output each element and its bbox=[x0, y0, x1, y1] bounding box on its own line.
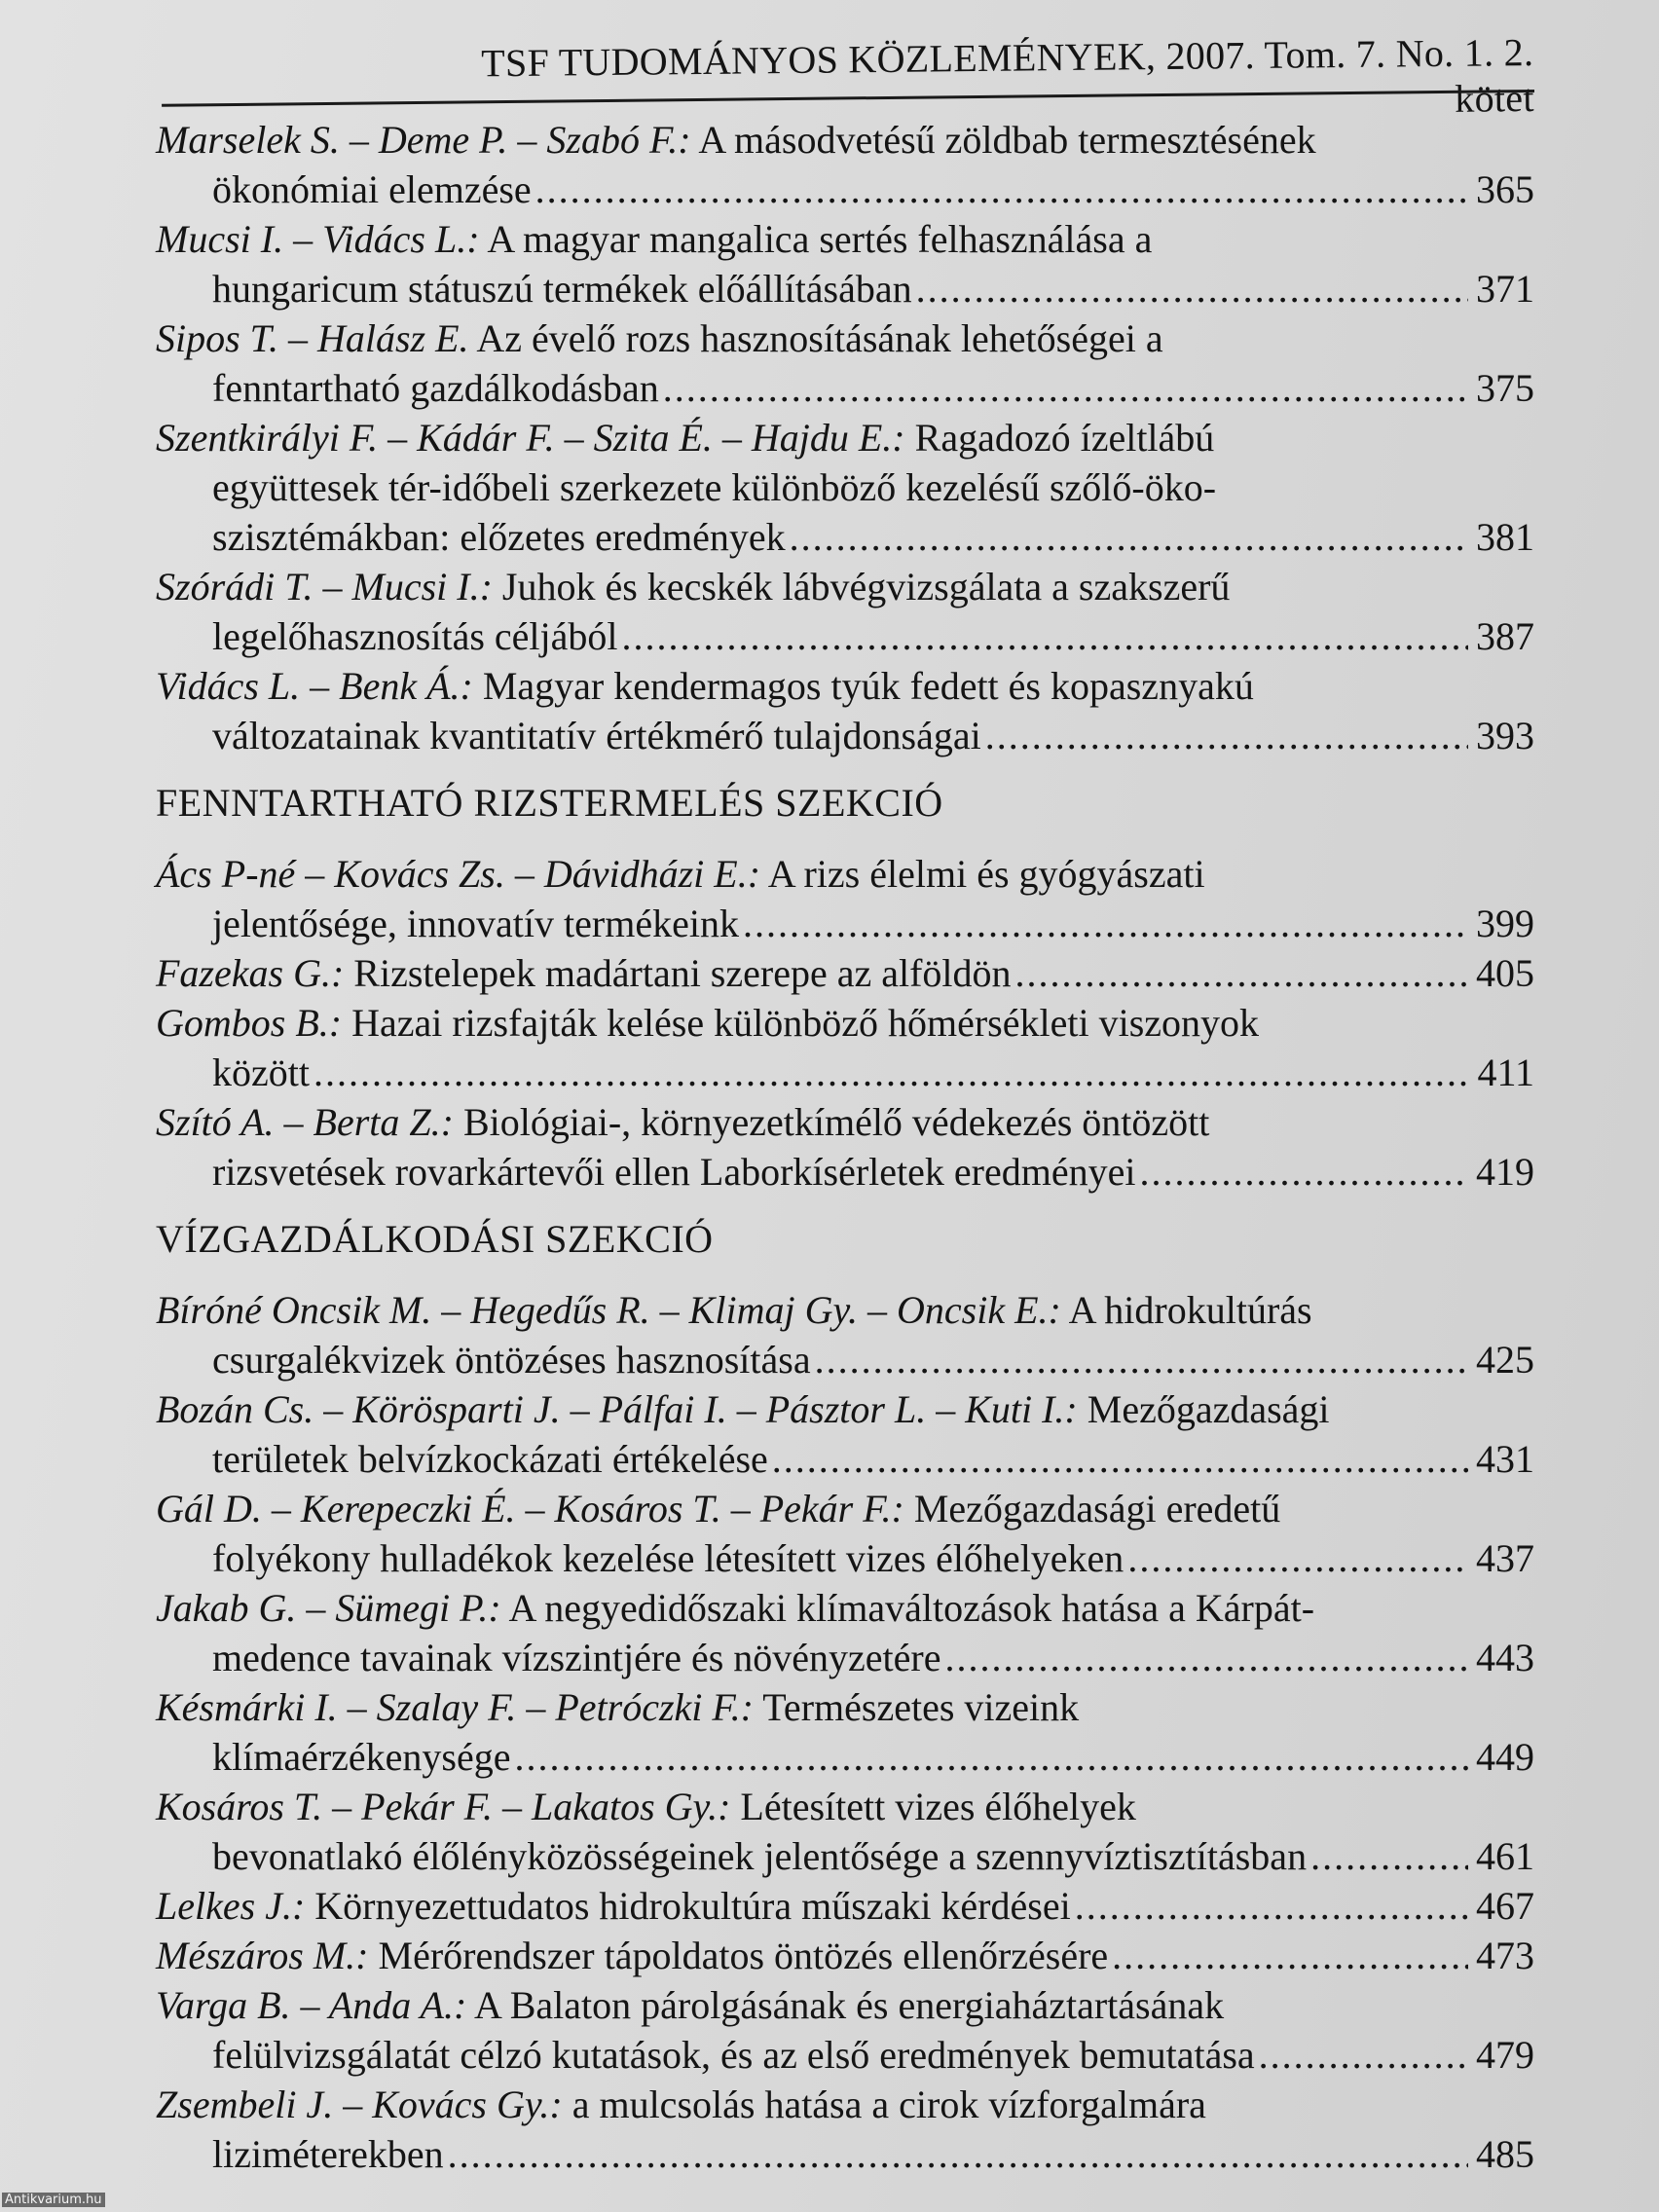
entry-title: A negyedidőszaki klímaváltozások hatása a Kárpát- bbox=[500, 1586, 1315, 1630]
table-of-contents bbox=[156, 115, 1534, 2179]
entry-title: A hidrokultúrás bbox=[1060, 1288, 1312, 1332]
toc-entry-line bbox=[156, 313, 1534, 363]
dot-leader bbox=[916, 264, 1468, 313]
toc-entry-line bbox=[156, 1048, 1534, 1097]
entry-authors: Szórádi T. – Mucsi I.: bbox=[156, 565, 493, 608]
entry-authors: Szító A. – Berta Z.: bbox=[156, 1100, 454, 1144]
toc-entry-line bbox=[156, 264, 1534, 313]
toc-entry bbox=[156, 1881, 1534, 1931]
toc-group-rice bbox=[156, 849, 1534, 1197]
entry-title: A Balaton párolgásának és energiaháztartásának bbox=[466, 1983, 1225, 2027]
page-number: 411 bbox=[1477, 1051, 1534, 1094]
page-number: 461 bbox=[1476, 1834, 1534, 1878]
dot-leader bbox=[1127, 1533, 1468, 1583]
page-number: 437 bbox=[1476, 1536, 1534, 1580]
toc-entry bbox=[156, 1980, 1534, 2080]
dot-leader bbox=[772, 1434, 1468, 1484]
page-number: 375 bbox=[1476, 366, 1534, 410]
entry-authors: Kosáros T. – Pekár F. – Lakatos Gy.: bbox=[156, 1785, 731, 1828]
toc-entry bbox=[156, 2080, 1534, 2179]
entry-title: Biológiai-, környezetkímélő védekezés öntözött bbox=[453, 1100, 1210, 1144]
entry-authors: Késmárki I. – Szalay F. – Petróczki F.: bbox=[156, 1685, 755, 1729]
toc-entry bbox=[156, 115, 1534, 214]
toc-entry-line bbox=[156, 2080, 1534, 2129]
toc-entry bbox=[156, 998, 1534, 1097]
entry-title-cont: hungaricum státuszú termékek előállításában bbox=[212, 267, 912, 311]
toc-entry-text bbox=[156, 1931, 1108, 1980]
running-header: TSF TUDOMÁNYOS KÖZLEMÉNYEK, 2007. Tom. 7. No. 1. 2. kötet bbox=[481, 30, 1534, 121]
page-number: 399 bbox=[1476, 902, 1534, 945]
entry-title-cont: csurgalékvizek öntözéses hasznosítása bbox=[212, 1338, 811, 1382]
toc-entry bbox=[156, 661, 1534, 760]
toc-entry bbox=[156, 1583, 1534, 1682]
toc-entry bbox=[156, 1682, 1534, 1782]
toc-entry-line bbox=[156, 1285, 1534, 1335]
entry-title-cont: felülvizsgálatát célzó kutatások, és az első eredmények bemutatása bbox=[212, 2033, 1255, 2077]
page-number: 393 bbox=[1476, 714, 1534, 757]
entry-authors: Bozán Cs. – Körösparti J. – Pálfai I. – Pásztor L. – Kuti I.: bbox=[156, 1387, 1078, 1431]
entry-title-cont: együttesek tér-időbeli szerkezete különböző kezelésű szőlő-öko- bbox=[212, 465, 1217, 509]
dot-leader bbox=[1310, 1831, 1468, 1881]
entry-authors: Gál D. – Kerepeczki É. – Kosáros T. – Pekár F.: bbox=[156, 1487, 904, 1530]
entry-title: Magyar kendermagos tyúk fedett és kopasznyakú bbox=[472, 664, 1254, 708]
toc-entry-line bbox=[156, 1980, 1534, 2030]
entry-title-cont: változatainak kvantitatív értékmérő tulajdonságai bbox=[212, 714, 981, 757]
entry-authors: Zsembeli J. – Kovács Gy.: bbox=[156, 2083, 563, 2126]
toc-entry-line bbox=[156, 2129, 1534, 2179]
toc-entry-line bbox=[156, 363, 1534, 413]
entry-title-cont: rizsvetések rovarkártevői ellen Laborkísérletek eredményei bbox=[212, 1150, 1136, 1194]
toc-entry bbox=[156, 1931, 1534, 1980]
page-number: 467 bbox=[1476, 1884, 1534, 1928]
entry-title-cont: klímaérzékenysége bbox=[212, 1735, 511, 1779]
toc-entry-line bbox=[156, 1533, 1534, 1583]
toc-group-water bbox=[156, 1285, 1534, 2179]
page-number: 473 bbox=[1476, 1934, 1534, 1977]
page-number: 387 bbox=[1476, 614, 1534, 658]
page-number: 419 bbox=[1476, 1150, 1534, 1194]
toc-entry-line bbox=[156, 562, 1534, 611]
entry-authors: Vidács L. – Benk Á.: bbox=[156, 664, 473, 708]
toc-entry-text bbox=[156, 1881, 1071, 1931]
dot-leader bbox=[945, 1633, 1469, 1682]
page-number: 425 bbox=[1476, 1338, 1534, 1382]
toc-entry bbox=[156, 1384, 1534, 1484]
entry-authors: Jakab G. – Sümegi P.: bbox=[156, 1586, 501, 1630]
toc-entry-line bbox=[156, 462, 1534, 512]
toc-group-main bbox=[156, 115, 1534, 760]
entry-title: Környezettudatos hidrokultúra műszaki kérdései bbox=[305, 1884, 1071, 1928]
entry-authors: Marselek S. – Deme P. – Szabó F.: bbox=[156, 118, 691, 162]
entry-title: a mulcsolás hatása a cirok vízforgalmára bbox=[562, 2083, 1206, 2126]
entry-title: Természetes vizeink bbox=[754, 1685, 1080, 1729]
dot-leader bbox=[1112, 1931, 1468, 1980]
toc-entry-line bbox=[156, 711, 1534, 760]
entry-title-cont: között bbox=[212, 1051, 310, 1094]
toc-entry bbox=[156, 1782, 1534, 1881]
entry-title-cont: folyékony hulladékok kezelése létesített vizes élőhelyeken bbox=[212, 1536, 1124, 1580]
toc-entry-line bbox=[156, 512, 1534, 562]
toc-entry bbox=[156, 948, 1534, 998]
entry-title: Mezőgazdasági bbox=[1077, 1387, 1330, 1431]
toc-entry bbox=[156, 413, 1534, 562]
toc-entry-line bbox=[156, 1583, 1534, 1633]
toc-entry bbox=[156, 1285, 1534, 1384]
toc-entry-line bbox=[156, 1384, 1534, 1434]
dot-leader bbox=[515, 1732, 1468, 1782]
dot-leader bbox=[1259, 2030, 1468, 2080]
toc-entry bbox=[156, 849, 1534, 948]
toc-entry-line bbox=[156, 1732, 1534, 1782]
entry-title: Létesített vizes élőhelyek bbox=[730, 1785, 1136, 1828]
dot-leader bbox=[985, 711, 1468, 760]
dot-leader bbox=[1075, 1881, 1468, 1931]
entry-title-cont: bevonatlakó élőlényközösségeinek jelentősége a szennyvíztisztításban bbox=[212, 1834, 1308, 1878]
page-number: 449 bbox=[1476, 1735, 1534, 1779]
entry-title-cont: liziméterekben bbox=[212, 2132, 444, 2176]
toc-entry bbox=[156, 562, 1534, 661]
dot-leader bbox=[1139, 1147, 1468, 1197]
entry-authors: Ács P-né – Kovács Zs. – Dávidházi E.: bbox=[156, 852, 761, 896]
entry-authors: Bíróné Oncsik M. – Hegedűs R. – Klimaj Gy. – Oncsik E.: bbox=[156, 1288, 1061, 1332]
toc-entry-line bbox=[156, 1335, 1534, 1384]
toc-entry-line bbox=[156, 2030, 1534, 2080]
toc-entry bbox=[156, 1484, 1534, 1583]
entry-authors: Fazekas G.: bbox=[156, 951, 345, 995]
page-number: 443 bbox=[1476, 1636, 1534, 1679]
toc-entry-line bbox=[156, 948, 1534, 998]
entry-title: Mezőgazdasági eredetű bbox=[903, 1487, 1281, 1530]
entry-authors: Szentkirályi F. – Kádár F. – Szita É. – Hajdu E.: bbox=[156, 416, 905, 460]
page-number: 431 bbox=[1476, 1437, 1534, 1481]
entry-authors: Mészáros M.: bbox=[156, 1934, 369, 1977]
dot-leader bbox=[313, 1048, 1470, 1097]
toc-entry-line bbox=[156, 1831, 1534, 1881]
entry-title: Mérőrendszer tápoldatos öntözés ellenőrzésére bbox=[368, 1934, 1109, 1977]
entry-title-cont: fenntartható gazdálkodásban bbox=[212, 366, 659, 410]
page-number: 479 bbox=[1476, 2033, 1534, 2077]
dot-leader bbox=[663, 363, 1468, 413]
entry-authors: Sipos T. – Halász E. bbox=[156, 316, 469, 360]
entry-authors: Mucsi I. – Vidács L.: bbox=[156, 217, 480, 261]
dot-leader bbox=[448, 2129, 1468, 2179]
toc-entry-text bbox=[156, 948, 1012, 998]
dot-leader bbox=[535, 165, 1468, 214]
section-heading-water: VÍZGAZDÁLKODÁSI SZEKCIÓ bbox=[156, 1217, 714, 1261]
page-number: 485 bbox=[1476, 2132, 1534, 2176]
toc-entry-line bbox=[156, 1682, 1534, 1732]
toc-entry-line bbox=[156, 1633, 1534, 1682]
toc-entry-line bbox=[156, 165, 1534, 214]
dot-leader bbox=[743, 899, 1468, 948]
toc-entry-line bbox=[156, 1434, 1534, 1484]
toc-entry-line bbox=[156, 849, 1534, 899]
entry-title: Az évelő rozs hasznosításának lehetőségei a bbox=[468, 316, 1163, 360]
toc-entry-line bbox=[156, 611, 1534, 661]
toc-entry-line bbox=[156, 1097, 1534, 1147]
entry-title: A magyar mangalica sertés felhasználása a bbox=[479, 217, 1153, 261]
page-number: 371 bbox=[1476, 267, 1534, 311]
toc-entry bbox=[156, 214, 1534, 313]
section-heading-rice: FENNTARTHATÓ RIZSTERMELÉS SZEKCIÓ bbox=[156, 781, 943, 825]
entry-title: Hazai rizsfajták kelése különböző hőmérsékleti viszonyok bbox=[342, 1001, 1260, 1045]
entry-title: Ragadozó ízeltlábú bbox=[904, 416, 1215, 460]
dot-leader bbox=[622, 611, 1468, 661]
toc-entry-line bbox=[156, 214, 1534, 264]
toc-entry bbox=[156, 313, 1534, 413]
dot-leader bbox=[1015, 948, 1468, 998]
entry-title: A másodvetésű zöldbab termesztésének bbox=[690, 118, 1316, 162]
page-number: 381 bbox=[1476, 515, 1534, 559]
toc-entry-line bbox=[156, 1881, 1534, 1931]
page-number: 365 bbox=[1476, 167, 1534, 211]
entry-title-cont: ökonómiai elemzése bbox=[212, 167, 532, 211]
entry-title: Rizstelepek madártani szerepe az alföldön bbox=[344, 951, 1012, 995]
entry-title: A rizs élelmi és gyógyászati bbox=[760, 852, 1205, 896]
toc-entry-line bbox=[156, 413, 1534, 462]
entry-title-cont: szisztémákban: előzetes eredmények bbox=[212, 515, 786, 559]
entry-title-cont: medence tavainak vízszintjére és növényzetére bbox=[212, 1636, 941, 1679]
toc-entry-line bbox=[156, 1782, 1534, 1831]
entry-authors: Lelkes J.: bbox=[156, 1884, 306, 1928]
toc-entry-line bbox=[156, 115, 1534, 165]
dot-leader bbox=[815, 1335, 1468, 1384]
watermark: Antikvarium.hu bbox=[2, 2193, 105, 2207]
toc-entry-line bbox=[156, 661, 1534, 711]
toc-entry-line bbox=[156, 1484, 1534, 1533]
entry-title-cont: legelőhasznosítás céljából bbox=[212, 614, 618, 658]
toc-entry-line bbox=[156, 899, 1534, 948]
entry-title-cont: területek belvízkockázati értékelése bbox=[212, 1437, 768, 1481]
entry-title-cont: jelentősége, innovatív termékeink bbox=[212, 902, 739, 945]
entry-authors: Varga B. – Anda A.: bbox=[156, 1983, 467, 2027]
toc-entry-line bbox=[156, 1931, 1534, 1980]
toc-entry-line bbox=[156, 998, 1534, 1048]
entry-title: Juhok és kecskék lábvégvizsgálata a szakszerű bbox=[492, 565, 1231, 608]
toc-entry bbox=[156, 1097, 1534, 1197]
dot-leader bbox=[790, 512, 1468, 562]
toc-entry-line bbox=[156, 1147, 1534, 1197]
page-number: 405 bbox=[1476, 951, 1534, 995]
entry-authors: Gombos B.: bbox=[156, 1001, 343, 1045]
